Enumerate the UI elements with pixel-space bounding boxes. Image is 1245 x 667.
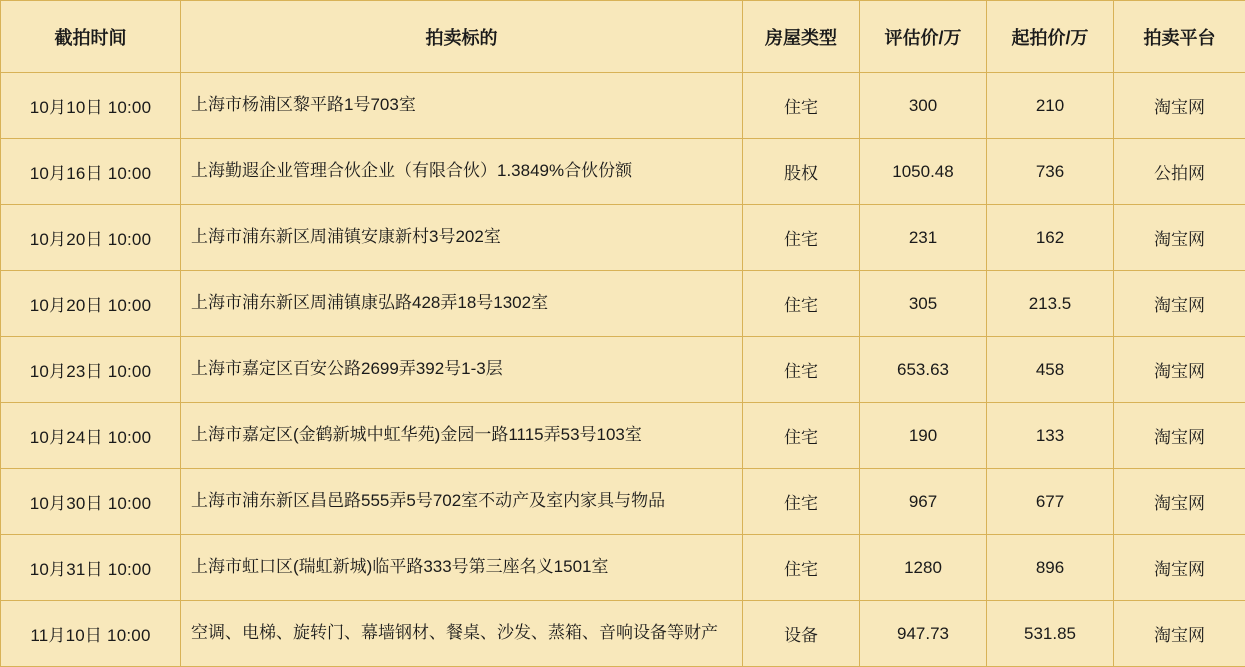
cell-target: 上海市浦东新区周浦镇康弘路428弄18号1302室 [181,271,743,337]
cell-target: 空调、电梯、旋转门、幕墙钢材、餐桌、沙发、蒸箱、音响设备等财产 [181,601,743,667]
cell-time: 10月16日 10:00 [1,139,181,205]
cell-eval-price: 947.73 [860,601,987,667]
table-row [1,271,1245,337]
cell-time: 11月10日 10:00 [1,601,181,667]
cell-time: 10月20日 10:00 [1,271,181,337]
cell-start-price: 210 [987,73,1114,139]
cell-house-type: 住宅 [743,469,860,535]
cell-target: 上海市嘉定区百安公路2699弄392号1-3层 [181,337,743,403]
cell-target: 上海勤遐企业管理合伙企业（有限合伙）1.3849%合伙份额 [181,139,743,205]
cell-target: 上海市浦东新区昌邑路555弄5号702室不动产及室内家具与物品 [181,469,743,535]
cell-platform: 淘宝网 [1114,73,1245,139]
table-row [1,73,1245,139]
table-row [1,601,1245,667]
cell-time: 10月31日 10:00 [1,535,181,601]
cell-house-type: 股权 [743,139,860,205]
column-header-platform: 拍卖平台 [1114,1,1245,73]
cell-time: 10月23日 10:00 [1,337,181,403]
table-row [1,205,1245,271]
cell-house-type: 住宅 [743,205,860,271]
cell-eval-price: 1050.48 [860,139,987,205]
table-row [1,469,1245,535]
column-header-start-price: 起拍价/万 [987,1,1114,73]
table-row [1,139,1245,205]
cell-eval-price: 231 [860,205,987,271]
cell-eval-price: 300 [860,73,987,139]
column-header-time: 截拍时间 [1,1,181,73]
table-body [1,73,1245,667]
cell-target: 上海市浦东新区周浦镇安康新村3号202室 [181,205,743,271]
cell-platform: 淘宝网 [1114,601,1245,667]
cell-eval-price: 190 [860,403,987,469]
column-header-target: 拍卖标的 [181,1,743,73]
cell-eval-price: 653.63 [860,337,987,403]
cell-platform: 淘宝网 [1114,403,1245,469]
cell-time: 10月24日 10:00 [1,403,181,469]
cell-start-price: 531.85 [987,601,1114,667]
cell-start-price: 162 [987,205,1114,271]
cell-platform: 淘宝网 [1114,337,1245,403]
column-header-eval-price: 评估价/万 [860,1,987,73]
cell-target: 上海市杨浦区黎平路1号703室 [181,73,743,139]
cell-platform: 淘宝网 [1114,205,1245,271]
cell-platform: 淘宝网 [1114,271,1245,337]
cell-house-type: 住宅 [743,337,860,403]
cell-time: 10月20日 10:00 [1,205,181,271]
cell-time: 10月10日 10:00 [1,73,181,139]
column-header-house-type: 房屋类型 [743,1,860,73]
cell-platform: 公拍网 [1114,139,1245,205]
cell-house-type: 住宅 [743,73,860,139]
cell-time: 10月30日 10:00 [1,469,181,535]
cell-eval-price: 305 [860,271,987,337]
cell-eval-price: 1280 [860,535,987,601]
cell-platform: 淘宝网 [1114,469,1245,535]
cell-start-price: 896 [987,535,1114,601]
cell-house-type: 住宅 [743,403,860,469]
cell-house-type: 设备 [743,601,860,667]
cell-start-price: 213.5 [987,271,1114,337]
table-header-row [1,1,1245,73]
cell-house-type: 住宅 [743,535,860,601]
cell-start-price: 458 [987,337,1114,403]
table-row [1,403,1245,469]
cell-start-price: 736 [987,139,1114,205]
table-header [1,1,1245,73]
table-row [1,535,1245,601]
cell-start-price: 133 [987,403,1114,469]
cell-target: 上海市虹口区(瑞虹新城)临平路333号第三座名义1501室 [181,535,743,601]
cell-house-type: 住宅 [743,271,860,337]
cell-start-price: 677 [987,469,1114,535]
cell-target: 上海市嘉定区(金鹤新城中虹华苑)金园一路1115弄53号103室 [181,403,743,469]
cell-platform: 淘宝网 [1114,535,1245,601]
table-row [1,337,1245,403]
cell-eval-price: 967 [860,469,987,535]
